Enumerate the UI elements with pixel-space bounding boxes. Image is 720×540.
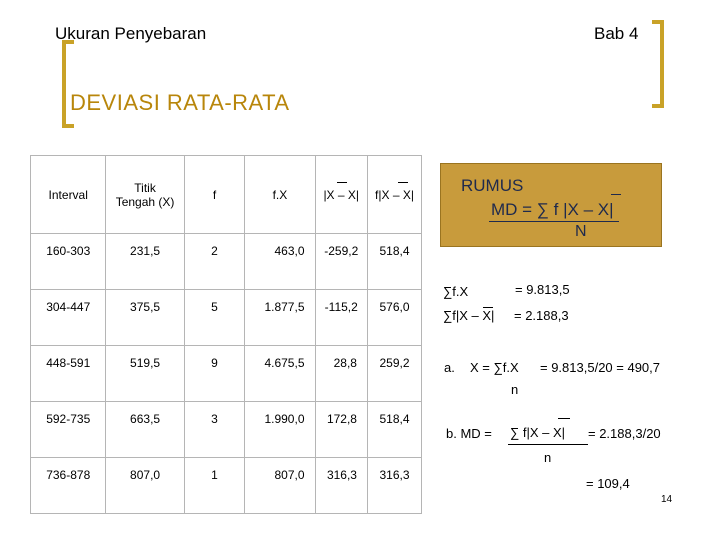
cell-abs-deviation: 172,8 [315,402,367,458]
step-b-label: b. MD = [446,426,492,441]
cell-fx: 807,0 [245,458,315,514]
sum-fx-value: = 9.813,5 [515,282,570,297]
cell-fx: 463,0 [245,234,315,290]
cell-frequency: 1 [184,458,245,514]
table-row [31,234,422,290]
cell-fx: 1.990,0 [245,402,315,458]
cell-interval: 448-591 [31,346,106,402]
cell-abs-deviation: -115,2 [315,290,367,346]
step-a-label: a. [444,360,455,375]
cell-interval: 160-303 [31,234,106,290]
mean-bar-b [558,418,570,419]
table-row [31,458,422,514]
header-fx: f.X [245,156,315,234]
header-interval: Interval [31,156,106,234]
step-b-denominator: n [544,450,552,465]
formula-box [440,163,662,247]
formula-fraction-line [489,221,619,222]
sum-f-abs-deviation-value: = 2.188,3 [514,308,569,323]
header-frequency: f [184,156,245,234]
cell-fx: 1.877,5 [245,290,315,346]
formula-numerator: MD = ∑ f |X – X| [491,200,614,219]
header-abs-deviation: |X – X| [315,156,367,234]
table-row [31,346,422,402]
cell-abs-deviation: 316,3 [315,458,367,514]
cell-frequency: 9 [184,346,245,402]
cell-interval: 304-447 [31,290,106,346]
cell-fx: 4.675,5 [245,346,315,402]
table-header-row [31,156,422,234]
header-chapter-number: Bab 4 [594,24,639,43]
slide-title: DEVIASI RATA-RATA [70,90,290,115]
cell-interval: 592-735 [31,402,106,458]
cell-abs-deviation: 28,8 [315,346,367,402]
sum-f-abs-deviation-label: ∑f|X – X| [443,308,495,323]
header-midpoint: Titik Tengah (X) [106,156,184,234]
sum-fx-label: ∑f.X [443,284,469,299]
cell-f-abs-deviation: 259,2 [367,346,421,402]
formula-denominator: N [575,223,587,240]
step-b-expression: ∑ f|X – X| [510,425,566,440]
cell-f-abs-deviation: 576,0 [367,290,421,346]
step-a-expression: X = ∑f.X [470,360,519,375]
cell-midpoint: 519,5 [106,346,184,402]
formula-label: RUMUS [461,176,524,195]
header-chapter-title: Ukuran Penyebaran [55,24,207,43]
cell-midpoint: 231,5 [106,234,184,290]
right-bracket-decoration [652,20,664,108]
header-f-abs-deviation: f|X – X| [367,156,421,234]
table-row [31,290,422,346]
cell-interval: 736-878 [31,458,106,514]
final-result: = 109,4 [586,476,630,491]
step-a-result: = 9.813,5/20 = 490,7 [540,360,660,375]
cell-abs-deviation: -259,2 [315,234,367,290]
cell-f-abs-deviation: 518,4 [367,234,421,290]
table-row [31,402,422,458]
cell-midpoint: 807,0 [106,458,184,514]
cell-frequency: 2 [184,234,245,290]
frequency-table [30,155,422,514]
step-a-denominator: n [511,382,519,397]
formula-mean-bar [611,194,621,195]
cell-frequency: 5 [184,290,245,346]
cell-f-abs-deviation: 316,3 [367,458,421,514]
cell-midpoint: 663,5 [106,402,184,458]
page-number: 14 [661,494,673,505]
cell-frequency: 3 [184,402,245,458]
cell-f-abs-deviation: 518,4 [367,402,421,458]
step-b-result: = 2.188,3/20 [588,426,661,441]
cell-midpoint: 375,5 [106,290,184,346]
step-b-fraction-line [508,444,588,445]
